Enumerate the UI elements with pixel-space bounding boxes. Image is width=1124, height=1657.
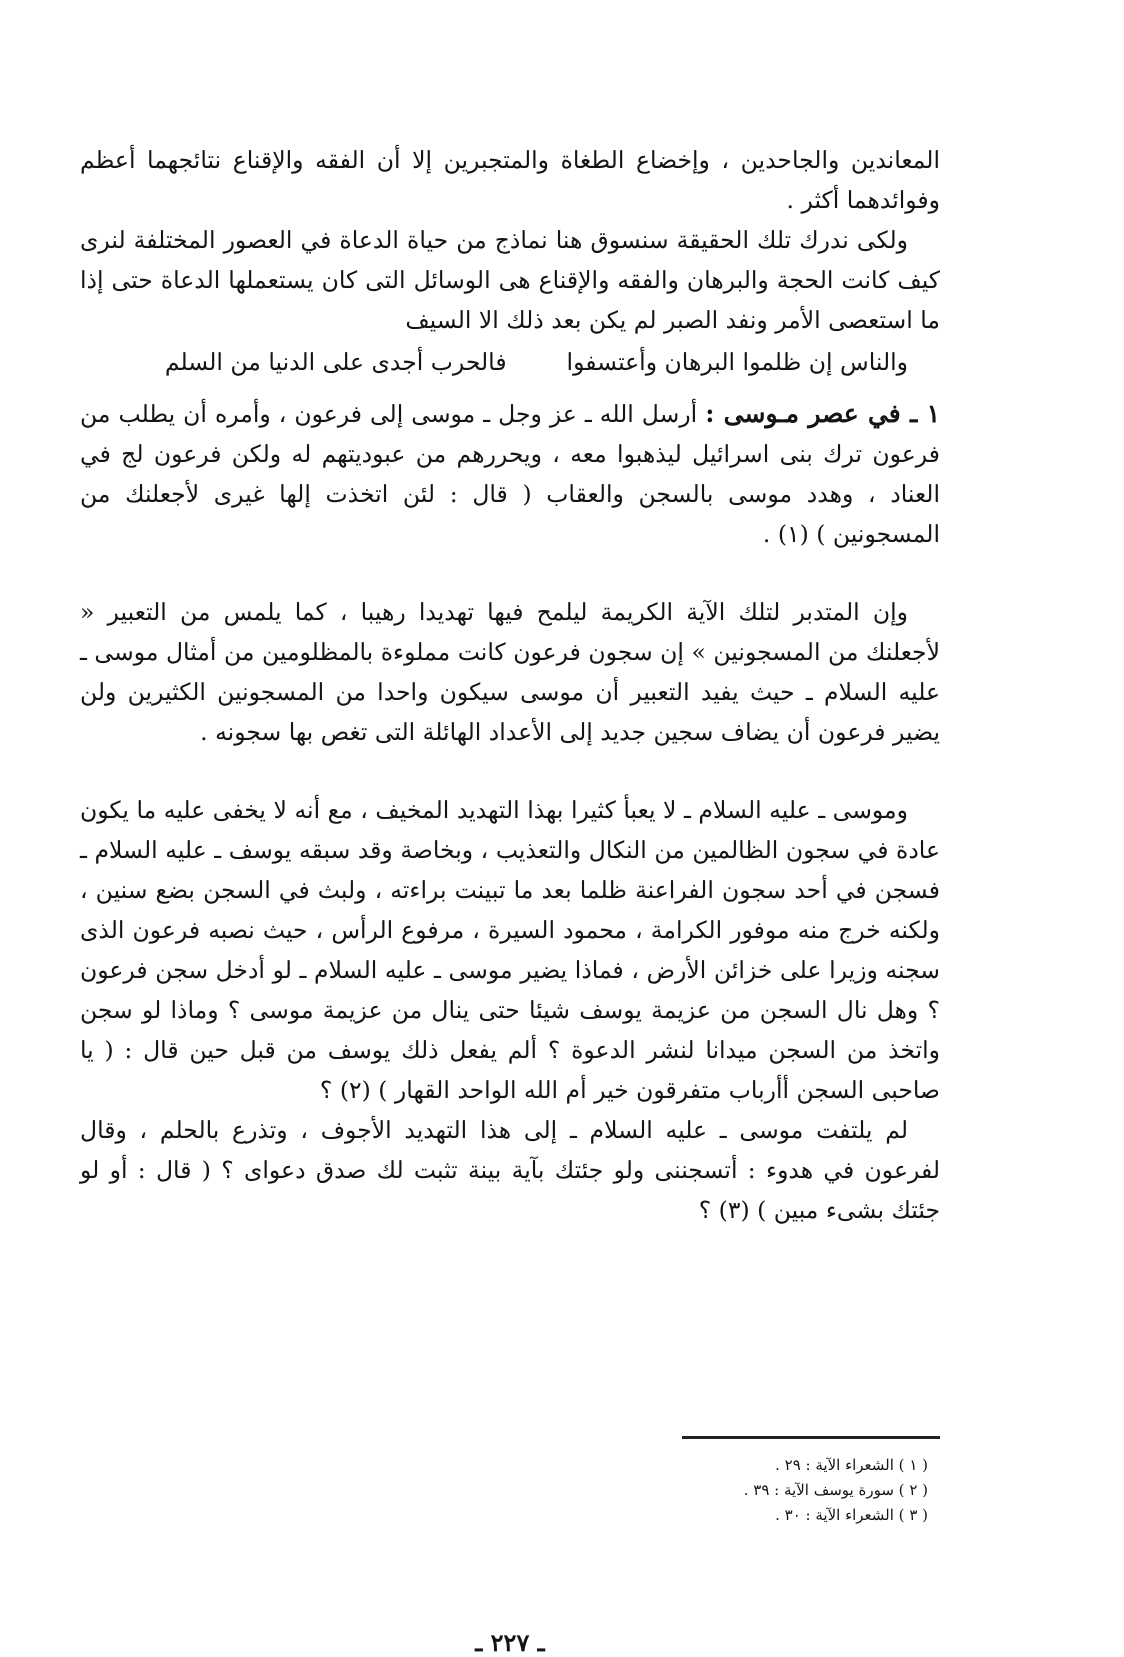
- book-page: [80, 140, 940, 1657]
- paragraph-2: ولكى ندرك تلك الحقيقة سنسوق هنا نماذج من حياة الدعاة في العصور المختلفة لنرى كيف كانت الحجة والبرهان والفقه والإقناع هى الوسائل التى كان يستعملها الدعاة حتى إذا ما استعصى الأمر ونفد الصبر لم يكن بعد ذلك الا السيف: [80, 226, 940, 334]
- poetry-verse: [80, 342, 940, 382]
- body-text: [80, 140, 940, 1230]
- verse-second-half: فالحرب أجدى على الدنيا من السلم: [164, 348, 507, 376]
- section-heading: ١ ـ في عصر مـوسى :: [705, 399, 940, 428]
- footnote-divider: [682, 1436, 940, 1439]
- paragraph-4: وإن المتدبر لتلك الآية الكريمة ليلمح فيها تهديدا رهيبا ، كما يلمس من التعبير « لأجعلنك من المسجونين » إن سجون فرعون كانت مملوءة بالمظلومين من أمثال موسى ـ عليه السلام ـ حيث يفيد التعبير أن موسى سيكون واحدا من المسجونين الكثيرين ولن يضير فرعون أن يضاف سجين جديد إلى الأعداد الهائلة التى تغص بها سجونه .: [80, 598, 940, 746]
- paragraph-1: المعاندين والجاحدين ، وإخضاع الطغاة والمتجبرين إلا أن الفقه والإقناع نتائجهما أعظم وفوائدهما أكثر .: [80, 146, 940, 214]
- page-number: ـ ٢٢٧ ـ: [475, 1628, 545, 1657]
- paragraph-5: وموسى ـ عليه السلام ـ لا يعبأ كثيرا بهذا التهديد المخيف ، مع أنه لا يخفى عليه ما يكون عادة في سجون الظالمين من النكال والتعذيب ، وبخاصة وقد سبقه يوسف ـ عليه السلام ـ فسجن في أحد سجون الفراعنة ظلما بعد ما تبينت براءته ، ولبث في السجن بضع سنين ، ولكنه خرج منه موفور الكرامة ، محمود السيرة ، مرفوع الرأس ، حيث نصبه فرعون الذى سجنه وزيرا على خزائن الأرض ، فماذا يضير موسى ـ عليه السلام ـ لو أدخل سجن فرعون ؟ وهل نال السجن من عزيمة يوسف شيئا حتى ينال من عزيمة موسى ؟ وماذا لو سجن واتخذ من السجن ميدانا لنشر الدعوة ؟ ألم يفعل ذلك يوسف من قبل حين قال : ( يا صاحبى السجن أأرباب متفرقون خير أم الله الواحد القهار ) (٢) ؟: [80, 796, 940, 1104]
- footnote-2: ( ٢ ) سورة يوسف الآية : ٣٩ .: [743, 1481, 928, 1499]
- footnotes: [744, 1453, 928, 1528]
- paragraph-3-text: أرسل الله ـ عز وجل ـ موسى إلى فرعون ، وأمره أن يطلب من فرعون ترك بنى اسرائيل ليذهبوا معه ، ويحررهم من عبوديتهم له ولكن فرعون لج في العناد ، وهدد موسى بالسجن والعقاب ( قال : لئن اتخذت إلها غيرى لأجعلنك من المسجونين ) (١) .: [80, 400, 940, 548]
- verse-first-half: والناس إن ظلموا البرهان وأعتسفوا: [566, 348, 908, 376]
- footnote-1: ( ١ ) الشعراء الآية : ٢٩ .: [775, 1456, 928, 1474]
- paragraph-3: [80, 394, 940, 554]
- paragraph-6: لم يلتفت موسى ـ عليه السلام ـ إلى هذا التهديد الأجوف ، وتذرع بالحلم ، وقال لفرعون في هدوء : أتسجننى ولو جئتك بآية بينة تثبت لك صدق دعواى ؟ ( قال : أو لو جئتك بشىء مبين ) (٣) ؟: [80, 1116, 940, 1224]
- footnote-3: ( ٣ ) الشعراء الآية : ٣٠ .: [775, 1506, 928, 1524]
